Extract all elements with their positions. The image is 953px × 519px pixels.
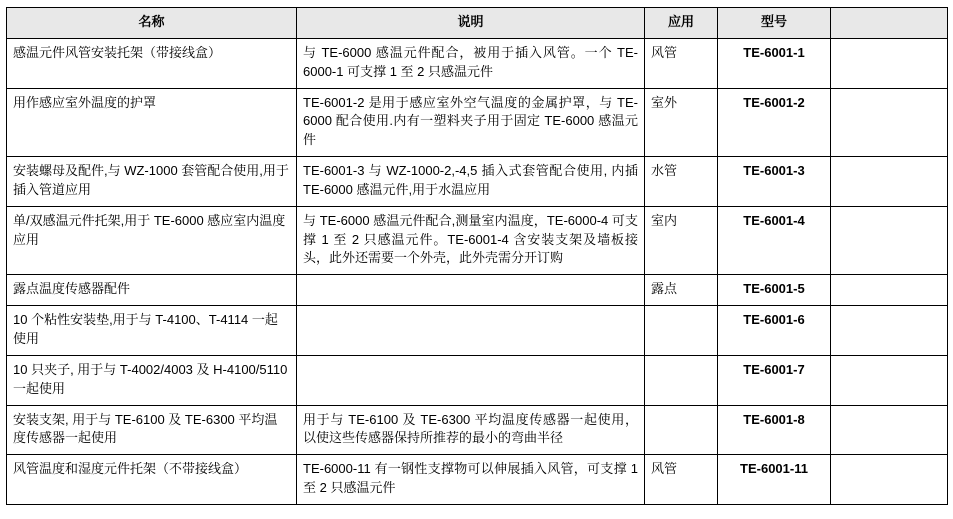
cell-application: 风管: [645, 38, 718, 88]
cell-application: [645, 405, 718, 455]
table-row: [7, 206, 948, 275]
cell-blank: [831, 157, 948, 207]
cell-description: [297, 306, 645, 356]
cell-blank: [831, 355, 948, 405]
cell-blank: [831, 38, 948, 88]
table-body: [7, 38, 948, 504]
table-row: [7, 355, 948, 405]
cell-name: 10 个粘性安装垫,用于与 T-4100、T-4114 一起使用: [7, 306, 297, 356]
cell-name: 单/双感温元件托架,用于 TE-6000 感应室内温度应用: [7, 206, 297, 275]
cell-blank: [831, 88, 948, 157]
cell-model: TE-6001-3: [718, 157, 831, 207]
cell-application: 室外: [645, 88, 718, 157]
cell-model: TE-6001-7: [718, 355, 831, 405]
cell-model: TE-6001-4: [718, 206, 831, 275]
cell-model: TE-6001-11: [718, 455, 831, 505]
cell-application: [645, 306, 718, 356]
table-row: [7, 88, 948, 157]
cell-application: 露点: [645, 275, 718, 306]
cell-application: 室内: [645, 206, 718, 275]
cell-description: 与 TE-6000 感温元件配合,测量室内温度，TE-6000-4 可支撑 1 至 2 只感温元件。TE-6001-4 含安装支架及墙板接头，此外还需要一个外壳，此外壳需分开订购: [297, 206, 645, 275]
cell-description: 与 TE-6000 感温元件配合，被用于插入风管。一个 TE-6000-1 可支撑 1 至 2 只感温元件: [297, 38, 645, 88]
cell-model: TE-6001-8: [718, 405, 831, 455]
cell-model: TE-6001-2: [718, 88, 831, 157]
cell-model: TE-6001-5: [718, 275, 831, 306]
column-header-description: 说明: [297, 8, 645, 39]
cell-model: TE-6001-1: [718, 38, 831, 88]
cell-name: 用作感应室外温度的护罩: [7, 88, 297, 157]
column-header-name: 名称: [7, 8, 297, 39]
table-header-row: [7, 8, 948, 39]
cell-blank: [831, 206, 948, 275]
cell-application: 风管: [645, 455, 718, 505]
accessories-table: [6, 7, 948, 505]
table-row: [7, 275, 948, 306]
column-header-application: 应用: [645, 8, 718, 39]
cell-blank: [831, 455, 948, 505]
cell-blank: [831, 306, 948, 356]
cell-blank: [831, 275, 948, 306]
cell-name: 安装螺母及配件,与 WZ-1000 套管配合使用,用于插入管道应用: [7, 157, 297, 207]
cell-description: [297, 275, 645, 306]
cell-description: [297, 355, 645, 405]
cell-name: 10 只夹子, 用于与 T-4002/4003 及 H-4100/5110 一起使用: [7, 355, 297, 405]
cell-model: TE-6001-6: [718, 306, 831, 356]
cell-name: 露点温度传感器配件: [7, 275, 297, 306]
cell-name: 安装支架, 用于与 TE-6100 及 TE-6300 平均温度传感器一起使用: [7, 405, 297, 455]
table-row: [7, 157, 948, 207]
cell-application: [645, 355, 718, 405]
cell-description: TE-6001-3 与 WZ-1000-2,-4,5 插入式套管配合使用, 内插 TE-6000 感温元件,用于水温应用: [297, 157, 645, 207]
cell-description: TE-6000-11 有一钢性支撑物可以伸展插入风管，可支撑 1 至 2 只感温元件: [297, 455, 645, 505]
cell-description: TE-6001-2 是用于感应室外空气温度的金属护罩，与 TE-6000 配合使用.内有一塑料夹子用于固定 TE-6000 感温元件: [297, 88, 645, 157]
cell-name: 感温元件风管安装托架（带接线盒）: [7, 38, 297, 88]
cell-description: 用于与 TE-6100 及 TE-6300 平均温度传感器一起使用，以使这些传感器保持所推荐的最小的弯曲半径: [297, 405, 645, 455]
table-row: [7, 38, 948, 88]
column-header-model: 型号: [718, 8, 831, 39]
cell-blank: [831, 405, 948, 455]
table-header: [7, 8, 948, 39]
table-row: [7, 455, 948, 505]
cell-application: 水管: [645, 157, 718, 207]
column-header-blank: [831, 8, 948, 39]
table-row: [7, 405, 948, 455]
table-row: [7, 306, 948, 356]
cell-name: 风管温度和湿度元件托架（不带接线盒）: [7, 455, 297, 505]
